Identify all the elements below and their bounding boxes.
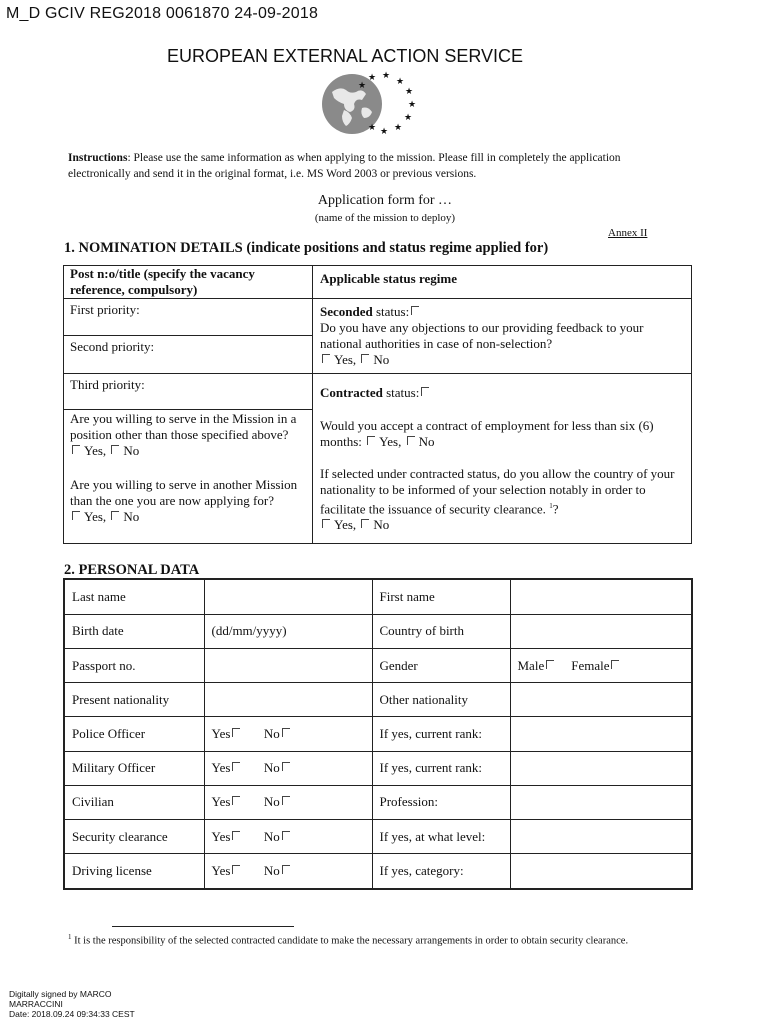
svg-text:★: ★ bbox=[408, 100, 417, 110]
license-no-checkbox[interactable] bbox=[282, 865, 290, 874]
nomination-divider bbox=[312, 265, 313, 543]
table-row bbox=[64, 579, 692, 614]
no-label: No bbox=[263, 760, 280, 776]
contract-no-checkbox[interactable] bbox=[407, 436, 415, 445]
nomination-left-rule bbox=[63, 373, 692, 374]
police-officer-label: Police Officer bbox=[64, 717, 204, 751]
seconded-checkbox[interactable] bbox=[411, 306, 419, 315]
contract-duration-question bbox=[320, 418, 686, 450]
police-no-checkbox[interactable] bbox=[282, 728, 290, 737]
inform-yes-checkbox[interactable] bbox=[322, 519, 330, 528]
svg-text:★: ★ bbox=[396, 77, 405, 87]
digital-signature bbox=[9, 989, 149, 1019]
annex-label: Annex II bbox=[608, 227, 648, 239]
other-nationality-label: Other nationality bbox=[372, 683, 510, 717]
other-position-yes-checkbox[interactable] bbox=[72, 445, 80, 454]
svg-text:★: ★ bbox=[358, 81, 367, 91]
other-mission-question-text: Are you willing to serve in another Mission than the one you are now applying for? bbox=[70, 477, 298, 508]
post-title-header: Post n:o/title (specify the vacancy reference, compulsory) bbox=[70, 266, 255, 297]
personal-data-table bbox=[63, 578, 693, 890]
clearance-level-field[interactable] bbox=[510, 820, 692, 854]
passport-label: Passport no. bbox=[64, 648, 204, 682]
security-clearance-label: Security clearance bbox=[64, 820, 204, 854]
seconded-block bbox=[320, 304, 686, 368]
footnote-ref: 1 bbox=[549, 502, 553, 510]
security-clearance-choice bbox=[204, 820, 372, 854]
police-officer-choice bbox=[204, 717, 372, 751]
female-label: Female bbox=[571, 657, 610, 673]
second-priority-label: Second priority: bbox=[70, 339, 155, 354]
svg-text:★: ★ bbox=[405, 87, 414, 97]
civilian-choice bbox=[204, 785, 372, 819]
svg-text:★: ★ bbox=[382, 71, 391, 81]
contracted-label: Contracted bbox=[320, 385, 383, 400]
svg-text:★: ★ bbox=[368, 73, 377, 83]
yes-label: Yes, bbox=[334, 517, 357, 533]
signature-name: MARRACCINI bbox=[9, 999, 63, 1009]
signature-date: Date: 2018.09.24 09:34:33 CEST bbox=[9, 1009, 135, 1019]
no-label: No bbox=[123, 509, 140, 524]
yes-label: Yes bbox=[211, 794, 231, 810]
present-nationality-field[interactable] bbox=[204, 683, 372, 717]
seconded-yes-checkbox[interactable] bbox=[322, 354, 330, 363]
yes-label: Yes, bbox=[379, 434, 402, 449]
yes-label: Yes, bbox=[334, 352, 357, 367]
svg-text:★: ★ bbox=[394, 123, 403, 133]
other-mission-question bbox=[70, 477, 308, 525]
country-of-birth-label: Country of birth bbox=[372, 614, 510, 648]
first-priority-label: First priority: bbox=[70, 302, 140, 317]
nomination-left-rule bbox=[63, 335, 313, 336]
last-name-field[interactable] bbox=[204, 579, 372, 614]
civilian-no-checkbox[interactable] bbox=[282, 796, 290, 805]
footnote-text: It is the responsibility of the selected contracted candidate to make the necessary arrangements in order to obtain security clearance. bbox=[71, 935, 629, 947]
contract-duration-text: Would you accept a contract of employment for less than six (6) months: bbox=[320, 418, 654, 449]
application-form-title: Application form for … bbox=[317, 193, 453, 208]
organization-title: EUROPEAN EXTERNAL ACTION SERVICE bbox=[166, 46, 524, 66]
other-mission-yes-checkbox[interactable] bbox=[72, 511, 80, 520]
female-checkbox[interactable] bbox=[611, 660, 619, 669]
no-label: No bbox=[263, 725, 280, 741]
svg-text:★: ★ bbox=[404, 113, 413, 123]
other-position-question-text: Are you willing to serve in the Mission in a position other than those specified above? bbox=[70, 411, 297, 442]
yes-label: Yes bbox=[211, 828, 231, 844]
license-category-field[interactable] bbox=[510, 854, 692, 889]
table-row bbox=[64, 820, 692, 854]
instructions-label: Instructions bbox=[68, 152, 128, 164]
contracted-status-label: status: bbox=[382, 385, 420, 400]
table-row bbox=[64, 751, 692, 785]
clearance-yes-checkbox[interactable] bbox=[232, 831, 240, 840]
footnote-separator bbox=[112, 926, 294, 927]
instructions-paragraph bbox=[68, 150, 678, 182]
military-rank-field[interactable] bbox=[510, 751, 692, 785]
nomination-header-rule bbox=[63, 298, 692, 299]
clearance-level-label: If yes, at what level: bbox=[372, 820, 510, 854]
military-officer-label: Military Officer bbox=[64, 751, 204, 785]
profession-label: Profession: bbox=[372, 785, 510, 819]
military-no-checkbox[interactable] bbox=[282, 762, 290, 771]
other-position-question bbox=[70, 411, 308, 459]
nationality-inform-text: If selected under contracted status, do you allow the country of your nationality to be informed of your selection notably in order to facilitate the issuance of security clearance. bbox=[320, 466, 675, 517]
instructions-text: : Please use the same information as when applying to the mission. Please fill in completely the application electronically and send it in the original format, i.e. MS Word 2003 or previous versions. bbox=[68, 152, 621, 180]
contract-yes-checkbox[interactable] bbox=[367, 436, 375, 445]
nomination-left-rule bbox=[63, 409, 313, 410]
yes-label: Yes bbox=[211, 725, 231, 741]
police-rank-field[interactable] bbox=[510, 717, 692, 751]
yes-label: Yes bbox=[211, 760, 231, 776]
table-row bbox=[64, 614, 692, 648]
no-label: No bbox=[263, 794, 280, 810]
passport-field[interactable] bbox=[204, 648, 372, 682]
other-mission-no-checkbox[interactable] bbox=[111, 511, 119, 520]
question-mark: ? bbox=[552, 501, 559, 517]
civilian-label: Civilian bbox=[64, 785, 204, 819]
gender-field bbox=[510, 648, 692, 682]
clearance-no-checkbox[interactable] bbox=[282, 831, 290, 840]
yes-label: Yes, bbox=[84, 443, 107, 458]
table-row bbox=[64, 854, 692, 889]
no-label: No bbox=[123, 443, 140, 458]
male-checkbox[interactable] bbox=[546, 660, 554, 669]
no-label: No bbox=[373, 517, 390, 533]
section-nomination-heading: 1. NOMINATION DETAILS (indicate positions and status regime applied for) bbox=[64, 240, 549, 256]
license-category-label: If yes, category: bbox=[372, 854, 510, 889]
seconded-question: Do you have any objections to our providing feedback to your national authorities in case of non-selection? bbox=[320, 320, 644, 351]
first-name-label: First name bbox=[372, 579, 510, 614]
military-rank-label: If yes, current rank: bbox=[372, 751, 510, 785]
other-position-no-checkbox[interactable] bbox=[111, 445, 119, 454]
section-personal-data-heading: 2. PERSONAL DATA bbox=[64, 562, 200, 578]
civilian-yes-checkbox[interactable] bbox=[232, 796, 240, 805]
contracted-block bbox=[320, 385, 686, 401]
gender-label: Gender bbox=[372, 648, 510, 682]
police-rank-label: If yes, current rank: bbox=[372, 717, 510, 751]
svg-text:★: ★ bbox=[380, 127, 389, 136]
military-yes-checkbox[interactable] bbox=[232, 762, 240, 771]
yes-label: Yes, bbox=[84, 509, 107, 524]
signature-line: Digitally signed by MARCO bbox=[9, 989, 112, 999]
driving-license-choice bbox=[204, 854, 372, 889]
seconded-label: Seconded bbox=[320, 304, 373, 319]
country-of-birth-field[interactable] bbox=[510, 614, 692, 648]
no-label: No bbox=[418, 434, 435, 449]
table-row bbox=[64, 683, 692, 717]
police-yes-checkbox[interactable] bbox=[232, 728, 240, 737]
yes-label: Yes bbox=[211, 863, 231, 879]
present-nationality-label: Present nationality bbox=[64, 683, 204, 717]
military-officer-choice bbox=[204, 751, 372, 785]
male-label: Male bbox=[517, 657, 545, 673]
table-row bbox=[64, 717, 692, 751]
driving-license-label: Driving license bbox=[64, 854, 204, 889]
last-name-label: Last name bbox=[64, 579, 204, 614]
birth-date-label: Birth date bbox=[64, 614, 204, 648]
no-label: No bbox=[263, 863, 280, 879]
footnote bbox=[68, 933, 628, 947]
seconded-no-checkbox[interactable] bbox=[361, 354, 369, 363]
table-row bbox=[64, 648, 692, 682]
other-nationality-field[interactable] bbox=[510, 683, 692, 717]
document-reference: M_D GCIV REG2018 0061870 24-09-2018 bbox=[6, 5, 319, 22]
no-label: No bbox=[373, 352, 390, 367]
no-label: No bbox=[263, 828, 280, 844]
profession-field[interactable] bbox=[510, 785, 692, 819]
license-yes-checkbox[interactable] bbox=[232, 865, 240, 874]
svg-text:★: ★ bbox=[368, 123, 377, 133]
first-name-field[interactable] bbox=[510, 579, 692, 614]
third-priority-label: Third priority: bbox=[70, 377, 145, 392]
table-row bbox=[64, 785, 692, 819]
footnote-mark: 1 bbox=[68, 933, 72, 941]
nationality-inform-question bbox=[320, 466, 688, 533]
seconded-status-label: status: bbox=[372, 304, 410, 319]
inform-no-checkbox[interactable] bbox=[361, 519, 369, 528]
contracted-checkbox[interactable] bbox=[421, 387, 429, 396]
birth-date-field[interactable]: (dd/mm/yyyy) bbox=[204, 614, 372, 648]
eeas-logo bbox=[318, 70, 422, 136]
status-regime-header: Applicable status regime bbox=[320, 271, 457, 286]
application-form-subtitle: (name of the mission to deploy) bbox=[314, 212, 456, 224]
